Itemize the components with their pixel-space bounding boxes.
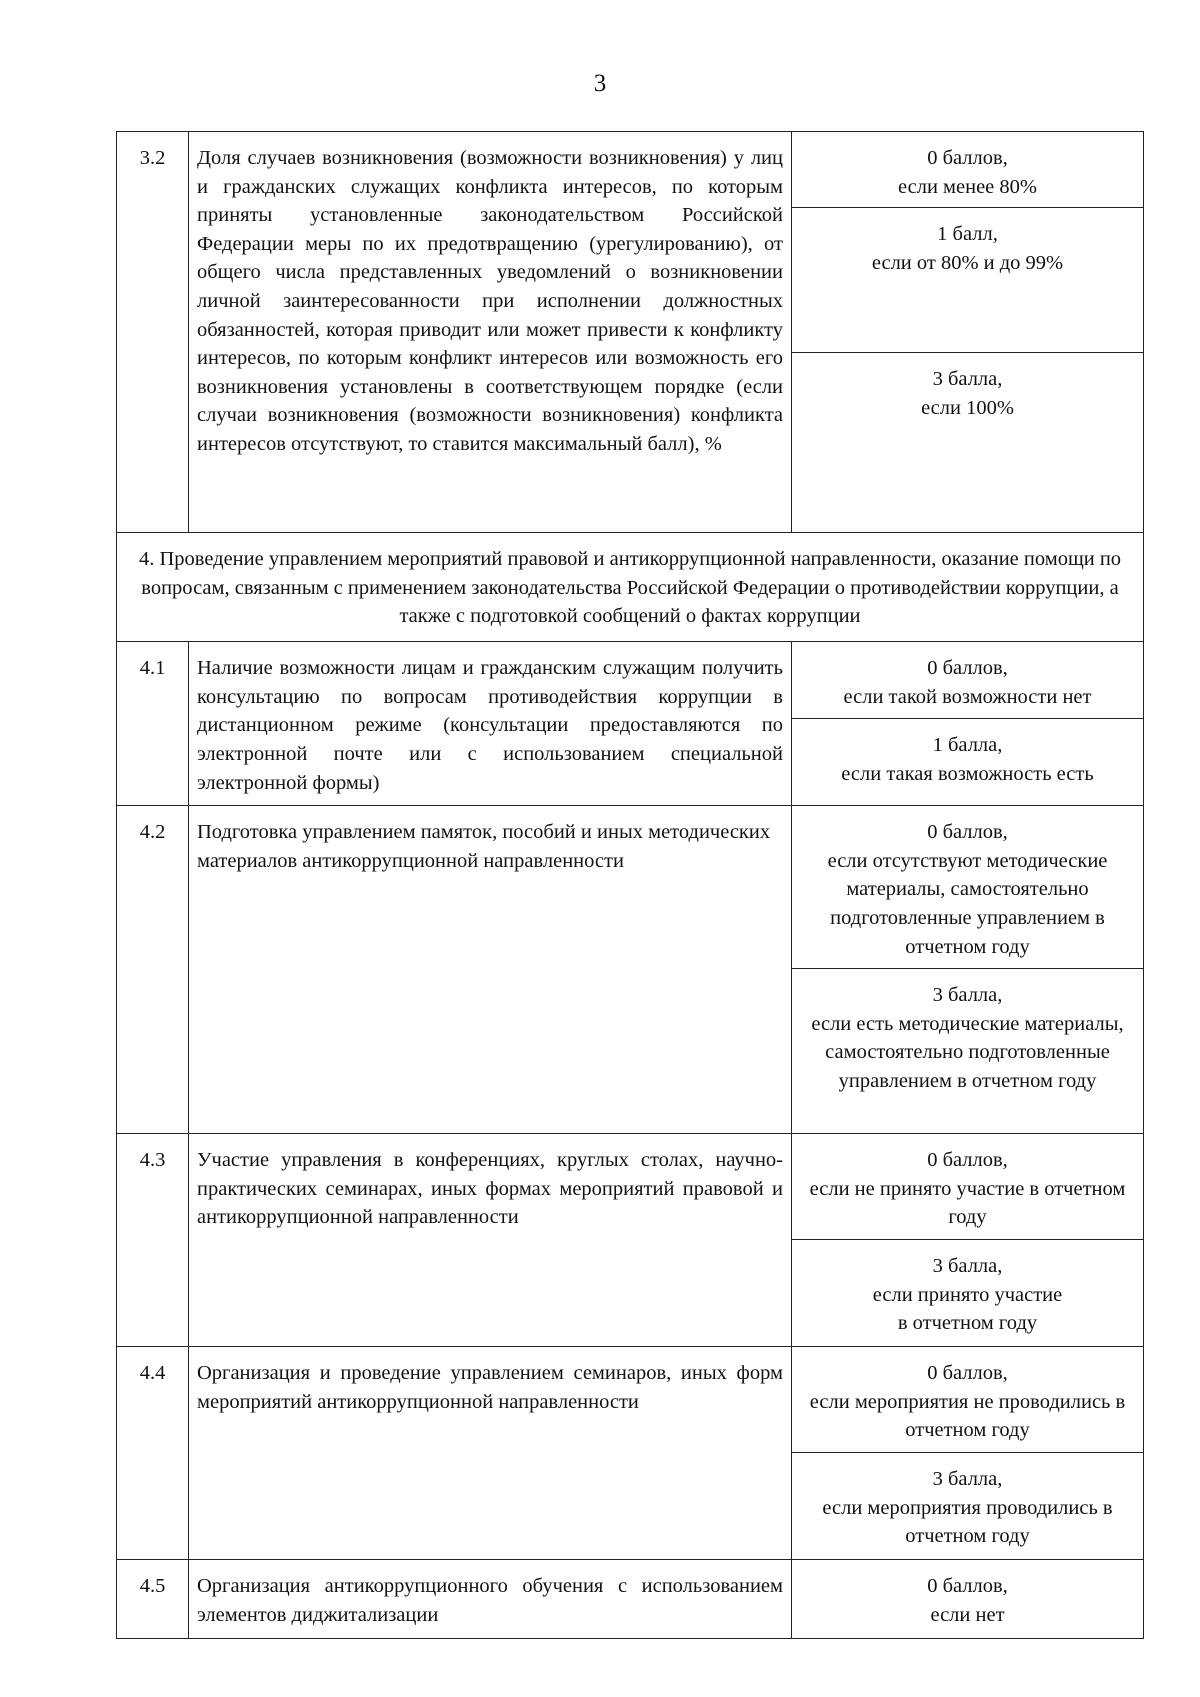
section-heading: 4. Проведение управлением мероприятий правовой и антикоррупционной направленности, оказание помощи по вопросам, связанным с применением законодательства Российской Федерации о противодействии коррупции, а также с подготовкой сообщений о фактах коррупции [117,533,1144,642]
page-number: 3 [593,70,607,97]
score-points: 0 баллов, [927,1575,1008,1598]
score-condition: если такая возможность есть [841,762,1094,785]
score-points: 3 балла, [932,1468,1003,1491]
score-cell [792,969,1144,1134]
table-row [117,806,1144,969]
score-points: 0 баллов, [927,1149,1008,1172]
score-cell [792,208,1144,353]
score-condition: если от 80% и до 99% [871,251,1064,274]
score-cell [792,132,1144,208]
score-cell [792,353,1144,533]
table-row [117,642,1144,719]
criterion-description: Подготовка управлением памяток, пособий и иных методических материалов антикоррупционной направленности [189,806,792,1134]
score-condition: если менее 80% [898,175,1037,198]
score-condition: в отчетном году [897,1312,1038,1335]
score-points: 1 балл, [937,223,998,246]
criterion-description: Организация антикоррупционного обучения с использованием элементов диджитализации [189,1560,792,1639]
table-row [117,1560,1144,1639]
criteria-table [116,131,1144,1639]
score-condition: если нет [930,1603,1005,1626]
criterion-description: Доля случаев возникновения (возможности возникновения) у лиц и гражданских служащих конфликта интересов, по которым приняты установленные законодательством Российской Федерации меры по их предотвращению (урегулированию), от общего числа представленных уведомлений о возникновении личной заинтересованности при исполнении должностных обязанностей, которая приводит или может привести к конфликту интересов, по которым конфликт интересов или возможность его возникновения установлены в соответствующем порядке (если случаи возникновения (возможности возникновения) конфликта интересов отсутствуют, то ставится максимальный балл), % [189,132,792,533]
criterion-description: Наличие возможности лицам и гражданским служащим получить консультацию по вопросам противодействия коррупции в дистанционном режиме (консультации предоставляются по электронной почте или с использованием специальной электронной формы) [189,642,792,806]
score-cell [792,1453,1144,1560]
table-row [117,132,1144,208]
score-condition: если не принято участие в отчетном году [809,1177,1126,1229]
score-cell [792,642,1144,719]
score-condition: если 100% [921,396,1014,419]
score-points: 1 балла, [932,734,1003,757]
score-condition: если отсутствуют методические материалы, самостоятельно подготовленные управлением в отчетном году [827,849,1108,958]
criterion-number: 4.5 [117,1560,189,1639]
criterion-description: Участие управления в конференциях, круглых столах, научно-практических семинарах, иных формах мероприятий правовой и антикоррупционной направленности [189,1134,792,1347]
score-condition: если есть методические материалы, самостоятельно подготовленные управлением в отчетном году [811,1012,1124,1092]
criterion-description: Организация и проведение управлением семинаров, иных форм мероприятий антикоррупционной направленности [189,1347,792,1560]
score-cell [792,1347,1144,1453]
criterion-number: 3.2 [117,132,189,533]
criterion-number: 4.1 [117,642,189,806]
score-points: 0 баллов, [927,657,1008,680]
score-cell [792,806,1144,969]
score-cell [792,1240,1144,1347]
score-points: 0 баллов, [927,147,1008,169]
score-condition: если мероприятия проводились в отчетном году [822,1496,1113,1548]
table-row [117,1134,1144,1240]
criterion-number: 4.3 [117,1134,189,1347]
score-points: 0 баллов, [927,821,1008,844]
criterion-number: 4.2 [117,806,189,1134]
table-row [117,533,1144,642]
criterion-number: 4.4 [117,1347,189,1560]
score-points: 3 балла, [932,1255,1003,1278]
score-cell [792,1560,1144,1639]
score-condition: если такой возможности нет [843,685,1092,708]
table-row [117,1347,1144,1453]
score-condition: если принято участие [872,1283,1063,1306]
score-cell [792,1134,1144,1240]
score-condition: если мероприятия не проводились в отчетном году [809,1390,1126,1442]
score-points: 3 балла, [932,368,1003,391]
score-points: 0 баллов, [927,1362,1008,1385]
score-points: 3 балла, [932,984,1003,1007]
score-cell [792,719,1144,806]
